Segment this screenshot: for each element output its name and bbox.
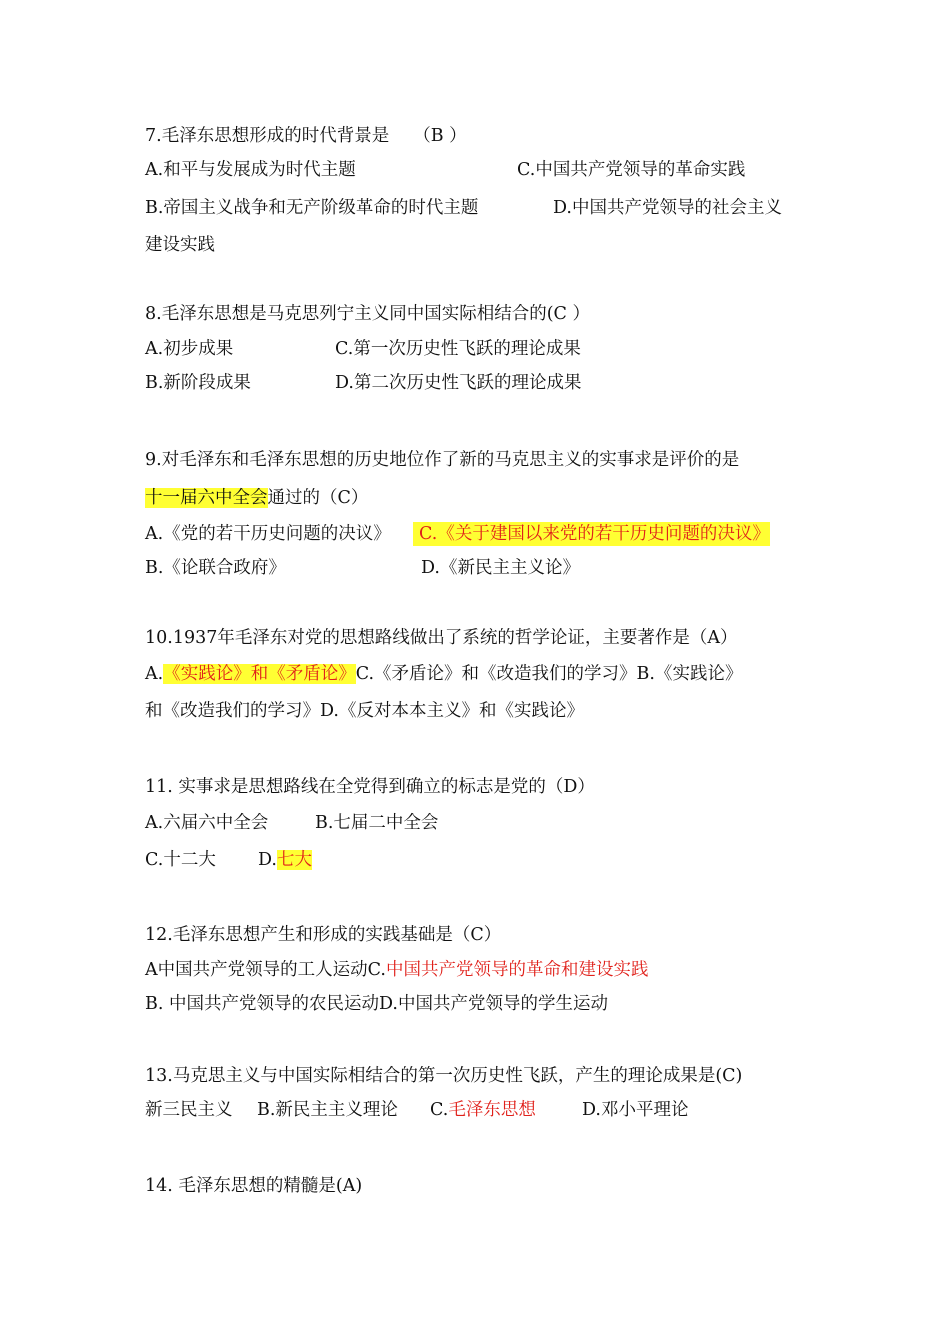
q7-option-d: D.中国共产党领导的社会主义 bbox=[553, 198, 782, 218]
q12-options-row1: A中国共产党领导的工人运动C.中国共产党领导的革命和建设实践 bbox=[145, 960, 649, 980]
q11-options-row1 bbox=[145, 811, 439, 835]
q11-options-row2: C.十二大 D.七大 bbox=[145, 850, 312, 870]
q9-stem-line2: 十一届六中全会通过的（C） bbox=[145, 488, 369, 508]
q9-option-d: D.《新民主主义论》 bbox=[421, 558, 580, 578]
q7-options-row3: 建设实践 bbox=[145, 235, 215, 255]
q9-highlight: 十一届六中全会 bbox=[145, 488, 268, 508]
q8-option-b: B.新阶段成果 bbox=[145, 373, 251, 393]
q11-option-b: B.七届二中全会 bbox=[315, 813, 439, 833]
q8-option-a: A.初步成果 bbox=[145, 339, 234, 359]
q7-option-b: B.帝国主义战争和无产阶级革命的时代主题 bbox=[145, 198, 479, 218]
q12-option-c: 中国共产党领导的革命和建设实践 bbox=[385, 960, 649, 980]
q9-option-c: C.《关于建国以来党的若干历史问题的决议》 bbox=[413, 522, 770, 546]
q13-options-row1: 新三民主义 B.新民主主义理论 C.毛泽东思想 D.邓小平理论 bbox=[145, 1100, 689, 1120]
q9-option-a: A.《党的若干历史问题的决议》 bbox=[145, 524, 391, 544]
q7-stem: 7.毛泽东思想形成的时代背景是 （B ） bbox=[145, 126, 467, 146]
q11-option-a: A.六届六中全会 bbox=[145, 813, 269, 833]
q12-stem: 12.毛泽东思想产生和形成的实践基础是（C） bbox=[145, 925, 502, 945]
q7-options-row1 bbox=[145, 158, 746, 182]
q13-option-a: 新三民主义 bbox=[145, 1100, 233, 1120]
q10-option-a: 《实践论》和《矛盾论》 bbox=[163, 664, 356, 684]
q13-option-c: 毛泽东思想 bbox=[448, 1100, 536, 1120]
q7-option-c: C.中国共产党领导的革命实践 bbox=[517, 160, 746, 180]
q12-options-row2: B. 中国共产党领导的农民运动D.中国共产党领导的学生运动 bbox=[145, 994, 608, 1014]
q8-options-row2 bbox=[145, 371, 582, 395]
q8-options-row1 bbox=[145, 337, 581, 361]
q8-stem: 8.毛泽东思想是马克思列宁主义同中国实际相结合的(C ） bbox=[145, 304, 590, 324]
q12-option-a: A中国共产党领导的工人运动 bbox=[145, 960, 368, 980]
q7-option-a: A.和平与发展成为时代主题 bbox=[145, 160, 356, 180]
q13-option-d: D.邓小平理论 bbox=[582, 1100, 689, 1120]
q11-stem: 11. 实事求是思想路线在全党得到确立的标志是党的（D） bbox=[145, 777, 595, 797]
q7-answer: （B ） bbox=[413, 126, 467, 146]
q9-option-b: B.《论联合政府》 bbox=[145, 558, 286, 578]
q9-options-row2 bbox=[145, 556, 580, 580]
q9-options-row1 bbox=[145, 522, 770, 546]
q8-option-d: D.第二次历史性飞跃的理论成果 bbox=[335, 373, 582, 393]
q11-option-d: 七大 bbox=[276, 850, 312, 870]
q10-options-row1: A.《实践论》和《矛盾论》C.《矛盾论》和《改造我们的学习》B.《实践论》 bbox=[145, 664, 743, 684]
q10-stem: 10.1937年毛泽东对党的思想路线做出了系统的哲学论证，主要著作是（A） bbox=[145, 628, 738, 648]
q9-stem: 9.对毛泽东和毛泽东思想的历史地位作了新的马克思主义的实事求是评价的是 bbox=[145, 450, 740, 470]
q8-option-c: C.第一次历史性飞跃的理论成果 bbox=[335, 339, 581, 359]
q13-option-b: B.新民主主义理论 bbox=[257, 1100, 398, 1120]
q10-options-row2: 和《改造我们的学习》D.《反对本本主义》和《实践论》 bbox=[145, 701, 584, 721]
q13-stem: 13.马克思主义与中国实际相结合的第一次历史性飞跃，产生的理论成果是(C) bbox=[145, 1066, 743, 1086]
q11-option-c: C.十二大 bbox=[145, 850, 216, 870]
q14-stem: 14. 毛泽东思想的精髓是(A) bbox=[145, 1176, 363, 1196]
q7-options-row2 bbox=[145, 196, 782, 220]
